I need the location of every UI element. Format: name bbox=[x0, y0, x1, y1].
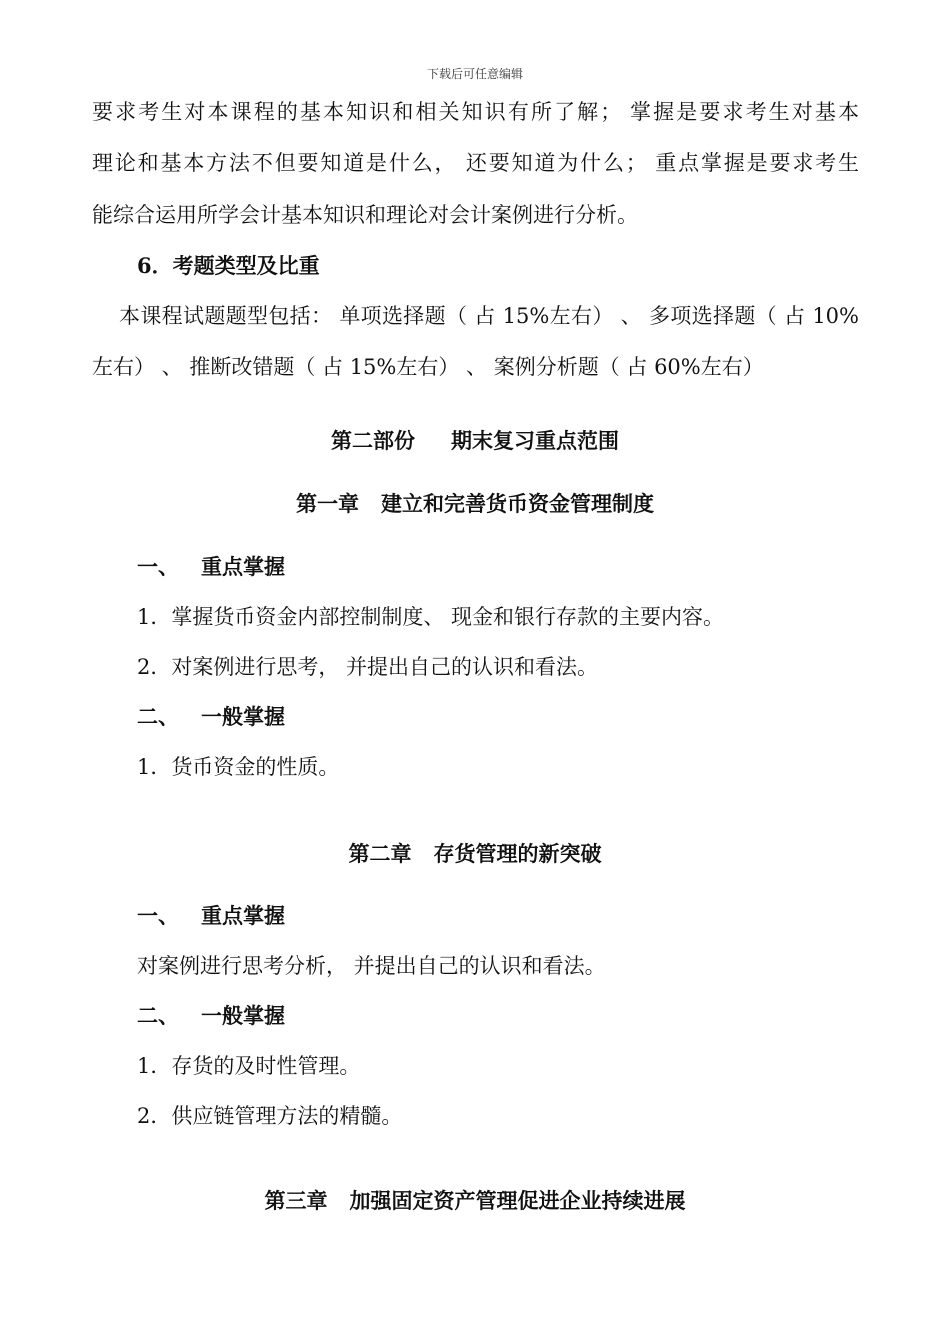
chapter-2-title bbox=[0, 840, 950, 868]
chapter-2-label: 第二章 bbox=[348, 841, 412, 866]
chapter-3-title bbox=[0, 1187, 950, 1215]
chapter-2-general-num: 二、 bbox=[137, 1003, 179, 1028]
section-6-line-2: 左右） 、 推断改错题（ 占 15%左右） 、 案例分析题（ 占 60%左右） bbox=[92, 355, 764, 379]
chapter-1-title-text: 建立和完善货币资金管理制度 bbox=[381, 491, 654, 516]
chapter-1-key-label: 重点掌握 bbox=[201, 554, 285, 579]
part-2-title bbox=[0, 427, 950, 455]
part-2-label: 第二部份 bbox=[331, 428, 415, 453]
chapter-1-title bbox=[0, 490, 950, 518]
chapter-1-key-num: 一、 bbox=[137, 554, 179, 579]
chapter-2-key-text: 对案例进行思考分析， 并提出自己的认识和看法。 bbox=[137, 954, 606, 978]
intro-line-1: 要求考生对本课程的基本知识和相关知识有所了解； 掌握是要求考生对基本 bbox=[92, 100, 859, 124]
chapter-1-key-item: 1．掌握货币资金内部控制制度、 现金和银行存款的主要内容。 bbox=[137, 605, 725, 629]
chapter-1-key-heading bbox=[137, 553, 285, 581]
part-2-title-text: 期末复习重点范围 bbox=[451, 428, 619, 453]
section-6-line-1: 本课程试题题型包括： 单项选择题（ 占 15%左右） 、 多项选择题（ 占 10% bbox=[119, 304, 859, 328]
chapter-2-general-label: 一般掌握 bbox=[201, 1003, 285, 1028]
chapter-2-key-heading bbox=[137, 902, 285, 930]
chapter-2-general-item: 2．供应链管理方法的精髓。 bbox=[137, 1104, 403, 1128]
chapter-2-general-heading bbox=[137, 1002, 285, 1030]
chapter-2-key-label: 重点掌握 bbox=[201, 903, 285, 928]
chapter-2-key-num: 一、 bbox=[137, 903, 179, 928]
chapter-1-general-item: 1．货币资金的性质。 bbox=[137, 755, 340, 779]
chapter-2-title-text: 存货管理的新突破 bbox=[433, 841, 602, 866]
chapter-1-general-heading bbox=[137, 703, 285, 731]
chapter-3-label: 第三章 bbox=[264, 1188, 328, 1213]
section-6-heading: 6．考题类型及比重 bbox=[137, 253, 320, 278]
chapter-1-key-item: 2．对案例进行思考， 并提出自己的认识和看法。 bbox=[137, 655, 599, 679]
chapter-3-title-text: 加强固定资产管理促进企业持续进展 bbox=[349, 1188, 686, 1213]
chapter-1-general-label: 一般掌握 bbox=[201, 704, 285, 729]
chapter-1-label: 第一章 bbox=[296, 491, 359, 516]
chapter-2-general-item: 1．存货的及时性管理。 bbox=[137, 1054, 361, 1078]
intro-line-2: 理论和基本方法不但要知道是什么， 还要知道为什么； 重点掌握是要求考生 bbox=[92, 151, 859, 175]
chapter-1-general-num: 二、 bbox=[137, 704, 179, 729]
intro-line-3: 能综合运用所学会计基本知识和理论对会计案例进行分析。 bbox=[92, 203, 638, 227]
header-note: 下载后可任意编辑 bbox=[426, 67, 523, 81]
